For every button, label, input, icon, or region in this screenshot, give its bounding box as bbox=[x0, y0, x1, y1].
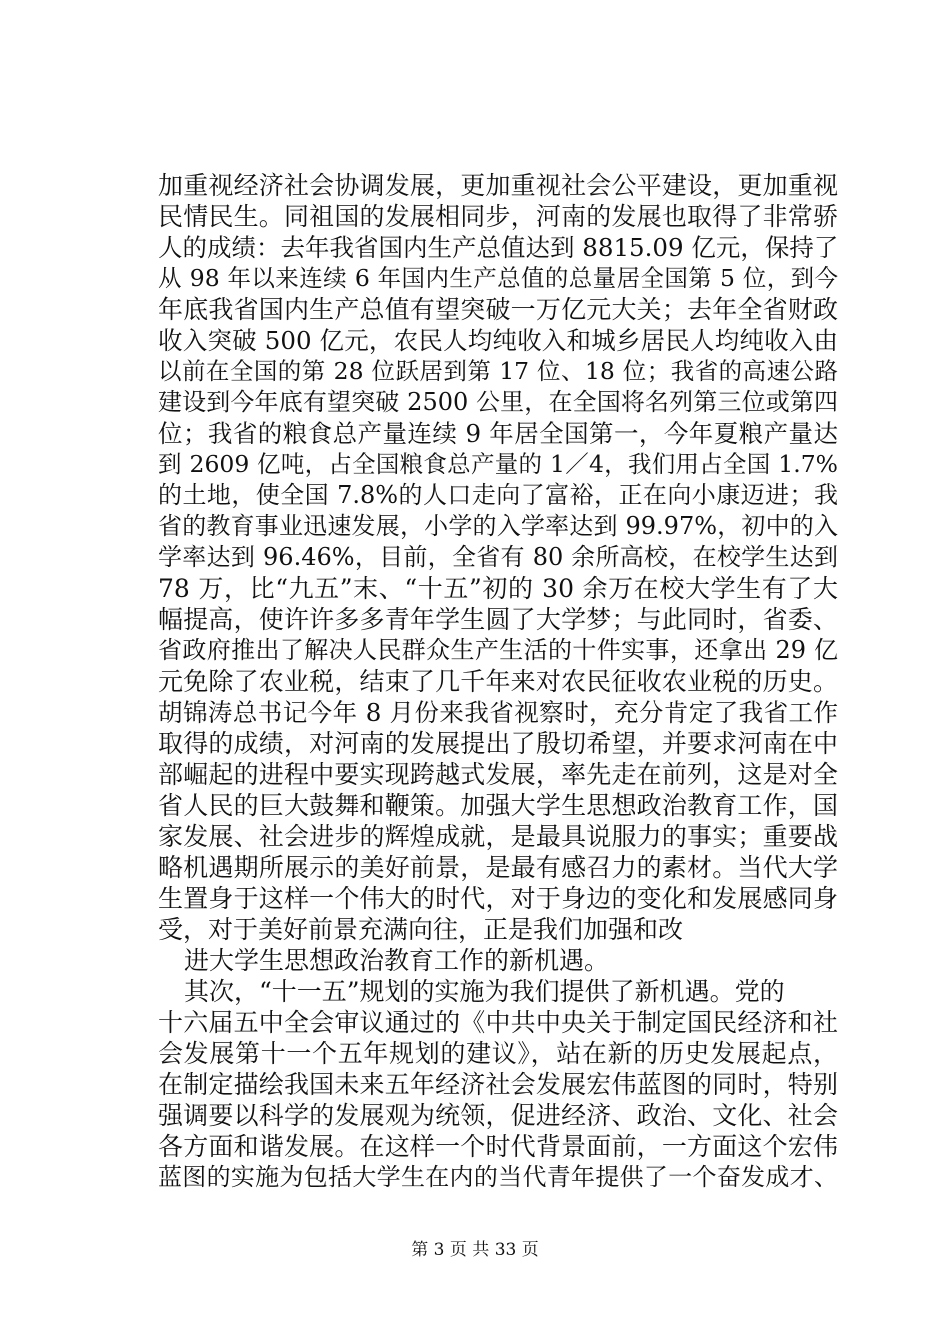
text-line: 建设到今年底有望突破 2500 公里，在全国将名列第三位或第四 bbox=[158, 388, 838, 416]
text-line: 人的成绩：去年我省国内生产总值达到 8815.09 亿元，保持了 bbox=[158, 233, 839, 262]
paragraph-start-line: 其次，“十一五”规划的实施为我们提供了新机遇。党的 bbox=[184, 977, 785, 1006]
text-line: 省政府推出了解决人民群众生产生活的十件实事，还拿出 29 亿 bbox=[158, 636, 838, 664]
text-line: 民情民生。同祖国的发展相同步，河南的发展也取得了非常骄 bbox=[158, 202, 838, 231]
text-line: 略机遇期所展示的美好前景，是最有感召力的素材。当代大学 bbox=[158, 853, 838, 882]
text-line: 进大学生思想政治教育工作的新机遇。 bbox=[184, 946, 610, 975]
text-line: 蓝图的实施为包括大学生在内的当代青年提供了一个奋发成才、 bbox=[158, 1163, 838, 1191]
text-line: 十六届五中全会审议通过的《中共中央关于制定国民经济和社 bbox=[158, 1008, 838, 1037]
text-line: 年底我省国内生产总值有望突破一万亿元大关；去年全省财政 bbox=[158, 295, 838, 324]
text-line: 从 98 年以来连续 6 年国内生产总值的总量居全国第 5 位，到今 bbox=[158, 264, 838, 292]
text-line: 的土地，使全国 7.8%的人口走向了富裕，正在向小康迈进；我 bbox=[158, 481, 838, 509]
text-line: 幅提高，使许许多多青年学生圆了大学梦；与此同时，省委、 bbox=[158, 605, 838, 634]
text-line: 位；我省的粮食总产量连续 9 年居全国第一，今年夏粮产量达 bbox=[158, 419, 838, 448]
text-line: 强调要以科学的发展观为统领，促进经济、政治、文化、社会 bbox=[158, 1101, 838, 1130]
text-line: 取得的成绩，对河南的发展提出了殷切希望，并要求河南在中 bbox=[158, 729, 838, 758]
text-line: 元免除了农业税，结束了几千年来对农民征收农业税的历史。 bbox=[158, 667, 838, 696]
text-line: 学率达到 96.46%，目前，全省有 80 余所高校，在校学生达到 bbox=[158, 543, 838, 571]
text-line: 家发展、社会进步的辉煌成就，是最具说服力的事实；重要战 bbox=[158, 822, 838, 851]
text-line: 78 万，比“九五”末、“十五”初的 30 余万在校大学生有了大 bbox=[158, 574, 838, 603]
text-line: 收入突破 500 亿元，农民人均纯收入和城乡居民人均纯收入由 bbox=[158, 326, 838, 355]
text-line: 胡锦涛总书记今年 8 月份来我省视察时，充分肯定了我省工作 bbox=[158, 698, 838, 727]
text-line: 以前在全国的第 28 位跃居到第 17 位、18 位；我省的高速公路 bbox=[158, 357, 838, 385]
text-line: 加重视经济社会协调发展，更加重视社会公平建设，更加重视 bbox=[158, 171, 838, 200]
text-line: 省的教育事业迅速发展，小学的入学率达到 99.97%，初中的入 bbox=[158, 512, 838, 540]
text-line: 生置身于这样一个伟大的时代，对于身边的变化和发展感同身 bbox=[158, 884, 838, 913]
text-line: 会发展第十一个五年规划的建议》，站在新的历史发展起点， bbox=[158, 1039, 838, 1068]
page-number-footer: 第 3 页 共 33 页 bbox=[411, 1240, 539, 1260]
text-line: 受，对于美好前景充满向往，正是我们加强和改 bbox=[158, 915, 684, 944]
text-line: 部崛起的进程中要实现跨越式发展，率先走在前列，这是对全 bbox=[158, 760, 838, 789]
text-line: 在制定描绘我国未来五年经济社会发展宏伟蓝图的同时，特别 bbox=[158, 1070, 838, 1099]
text-line: 到 2609 亿吨，占全国粮食总产量的 1／4，我们用占全国 1.7% bbox=[158, 450, 838, 478]
body-text bbox=[158, 170, 838, 1193]
text-line: 各方面和谐发展。在这样一个时代背景面前，一方面这个宏伟 bbox=[158, 1132, 838, 1161]
text-line: 省人民的巨大鼓舞和鞭策。加强大学生思想政治教育工作，国 bbox=[158, 791, 838, 820]
